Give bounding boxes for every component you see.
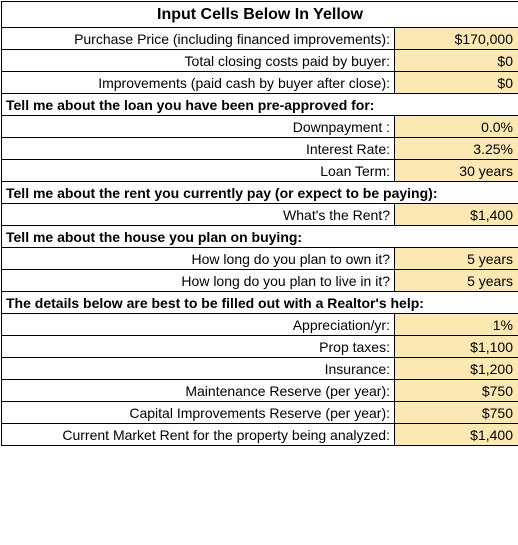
section-header-row <box>2 292 518 314</box>
input-sheet <box>1 1 518 446</box>
section-header-row <box>2 182 518 204</box>
input-cell[interactable]: 30 years <box>395 160 518 182</box>
input-cell[interactable]: 1% <box>395 314 518 336</box>
input-row <box>2 72 518 94</box>
section-header-row <box>2 226 518 248</box>
input-cell[interactable]: $1,100 <box>395 336 518 358</box>
field-label: Insurance: <box>2 358 395 380</box>
section-header: Tell me about the loan you have been pre-approved for: <box>2 94 518 116</box>
input-row <box>2 336 518 358</box>
field-label: What's the Rent? <box>2 204 395 226</box>
field-label: How long do you plan to own it? <box>2 248 395 270</box>
input-row <box>2 248 518 270</box>
input-cell[interactable]: $1,400 <box>395 424 518 446</box>
input-cell[interactable]: $1,200 <box>395 358 518 380</box>
field-label: Appreciation/yr: <box>2 314 395 336</box>
title-row <box>2 2 518 28</box>
input-cell[interactable]: 3.25% <box>395 138 518 160</box>
input-row <box>2 314 518 336</box>
input-row <box>2 160 518 182</box>
field-label: Total closing costs paid by buyer: <box>2 50 395 72</box>
field-label: How long do you plan to live in it? <box>2 270 395 292</box>
input-row <box>2 380 518 402</box>
input-row <box>2 402 518 424</box>
input-cell[interactable]: $750 <box>395 402 518 424</box>
input-row <box>2 116 518 138</box>
input-row <box>2 358 518 380</box>
input-row <box>2 138 518 160</box>
field-label: Maintenance Reserve (per year): <box>2 380 395 402</box>
input-row <box>2 50 518 72</box>
input-cell[interactable]: $1,400 <box>395 204 518 226</box>
field-label: Downpayment : <box>2 116 395 138</box>
field-label: Current Market Rent for the property being analyzed: <box>2 424 395 446</box>
input-cell[interactable]: $0 <box>395 72 518 94</box>
section-header: Tell me about the house you plan on buying: <box>2 226 518 248</box>
sheet-title: Input Cells Below In Yellow <box>2 2 518 28</box>
input-cell[interactable]: $170,000 <box>395 28 518 50</box>
section-header: Tell me about the rent you currently pay (or expect to be paying): <box>2 182 518 204</box>
section-header: The details below are best to be filled out with a Realtor's help: <box>2 292 518 314</box>
field-label: Loan Term: <box>2 160 395 182</box>
input-row <box>2 204 518 226</box>
input-cell[interactable]: 0.0% <box>395 116 518 138</box>
field-label: Prop taxes: <box>2 336 395 358</box>
input-row <box>2 424 518 446</box>
input-cell[interactable]: 5 years <box>395 270 518 292</box>
input-cell[interactable]: 5 years <box>395 248 518 270</box>
input-cell[interactable]: $750 <box>395 380 518 402</box>
input-cell[interactable]: $0 <box>395 50 518 72</box>
field-label: Interest Rate: <box>2 138 395 160</box>
field-label: Improvements (paid cash by buyer after close): <box>2 72 395 94</box>
field-label: Purchase Price (including financed improvements): <box>2 28 395 50</box>
field-label: Capital Improvements Reserve (per year): <box>2 402 395 424</box>
input-row <box>2 270 518 292</box>
input-row <box>2 28 518 50</box>
section-header-row <box>2 94 518 116</box>
